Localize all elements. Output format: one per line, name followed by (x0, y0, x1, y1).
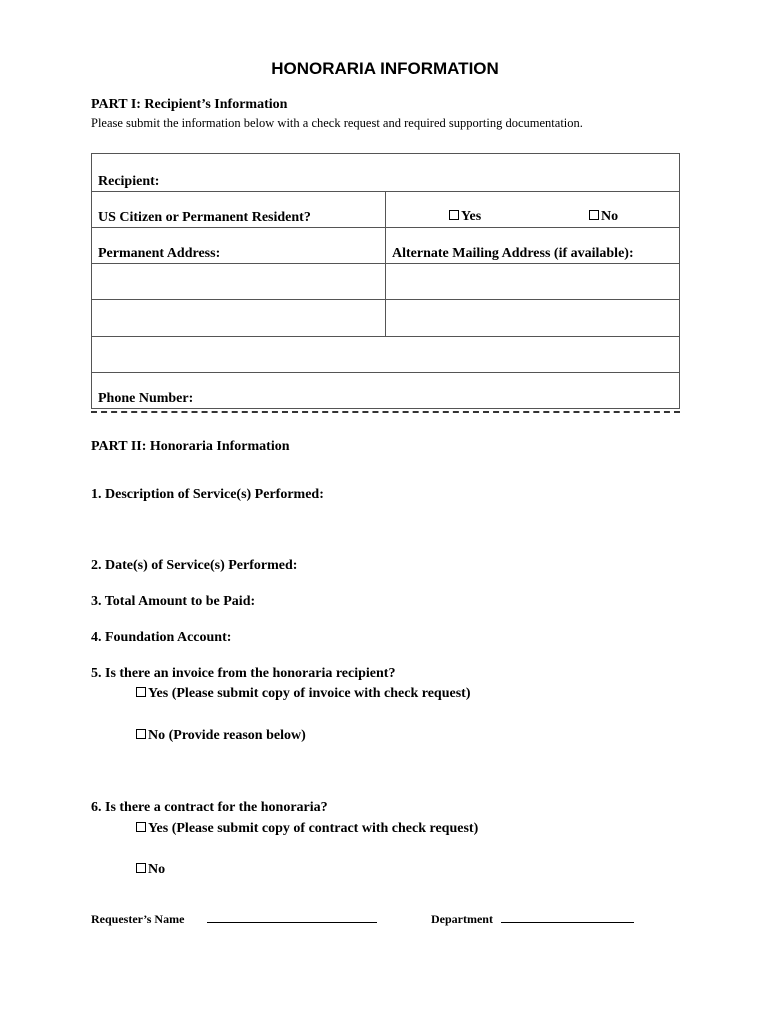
contract-no-option[interactable] (136, 862, 165, 878)
citizen-no-option[interactable] (589, 209, 618, 225)
requester-name-line[interactable] (207, 912, 377, 923)
checkbox-icon[interactable] (136, 687, 146, 697)
permanent-address-label: Permanent Address: (98, 246, 221, 261)
contract-yes-option[interactable] (136, 821, 478, 837)
recipient-label: Recipient: (98, 174, 160, 189)
invoice-no-option[interactable] (136, 728, 306, 744)
checkbox-icon[interactable] (136, 822, 146, 832)
question-1: 1. Description of Service(s) Performed: (91, 487, 324, 502)
contract-no-label: No (148, 862, 166, 877)
part2-heading: PART II: Honoraria Information (91, 439, 290, 454)
citizen-question-label: US Citizen or Permanent Resident? (98, 210, 311, 225)
invoice-no-label: No (Provide reason below) (148, 728, 306, 743)
phone-number-label: Phone Number: (98, 391, 194, 406)
question-5: 5. Is there an invoice from the honoraria recipient? (91, 666, 396, 681)
checkbox-icon[interactable] (136, 729, 146, 739)
citizen-yes-option[interactable] (449, 209, 481, 225)
citizen-yes-label: Yes (461, 209, 482, 224)
question-4: 4. Foundation Account: (91, 630, 232, 645)
page-title: HONORARIA INFORMATION (271, 59, 499, 78)
permanent-address-field-2[interactable] (92, 300, 385, 336)
part1-instructions: Please submit the information below with a check request and required supporting documentation. (91, 116, 583, 130)
section-divider (91, 411, 680, 413)
address-field-3[interactable] (92, 337, 679, 372)
requester-name-label: Requester’s Name (91, 912, 185, 926)
part1-heading: PART I: Recipient’s Information (91, 97, 288, 112)
department-line[interactable] (501, 912, 634, 923)
alternate-address-field-1[interactable] (386, 264, 679, 299)
permanent-address-field-1[interactable] (92, 264, 385, 299)
checkbox-icon[interactable] (449, 210, 459, 220)
department-label: Department (431, 912, 493, 926)
question-3: 3. Total Amount to be Paid: (91, 594, 256, 609)
citizen-no-label: No (601, 209, 619, 224)
alternate-address-label: Alternate Mailing Address (if available): (392, 246, 634, 261)
question-2: 2. Date(s) of Service(s) Performed: (91, 558, 298, 573)
checkbox-icon[interactable] (589, 210, 599, 220)
invoice-yes-option[interactable] (136, 686, 471, 702)
alternate-address-field-2[interactable] (386, 300, 679, 336)
invoice-yes-label: Yes (Please submit copy of invoice with check request) (148, 686, 471, 701)
question-6: 6. Is there a contract for the honoraria? (91, 800, 328, 815)
checkbox-icon[interactable] (136, 863, 146, 873)
contract-yes-label: Yes (Please submit copy of contract with check request) (148, 821, 479, 836)
recipient-info-table (91, 153, 680, 409)
table-rule (92, 372, 679, 373)
